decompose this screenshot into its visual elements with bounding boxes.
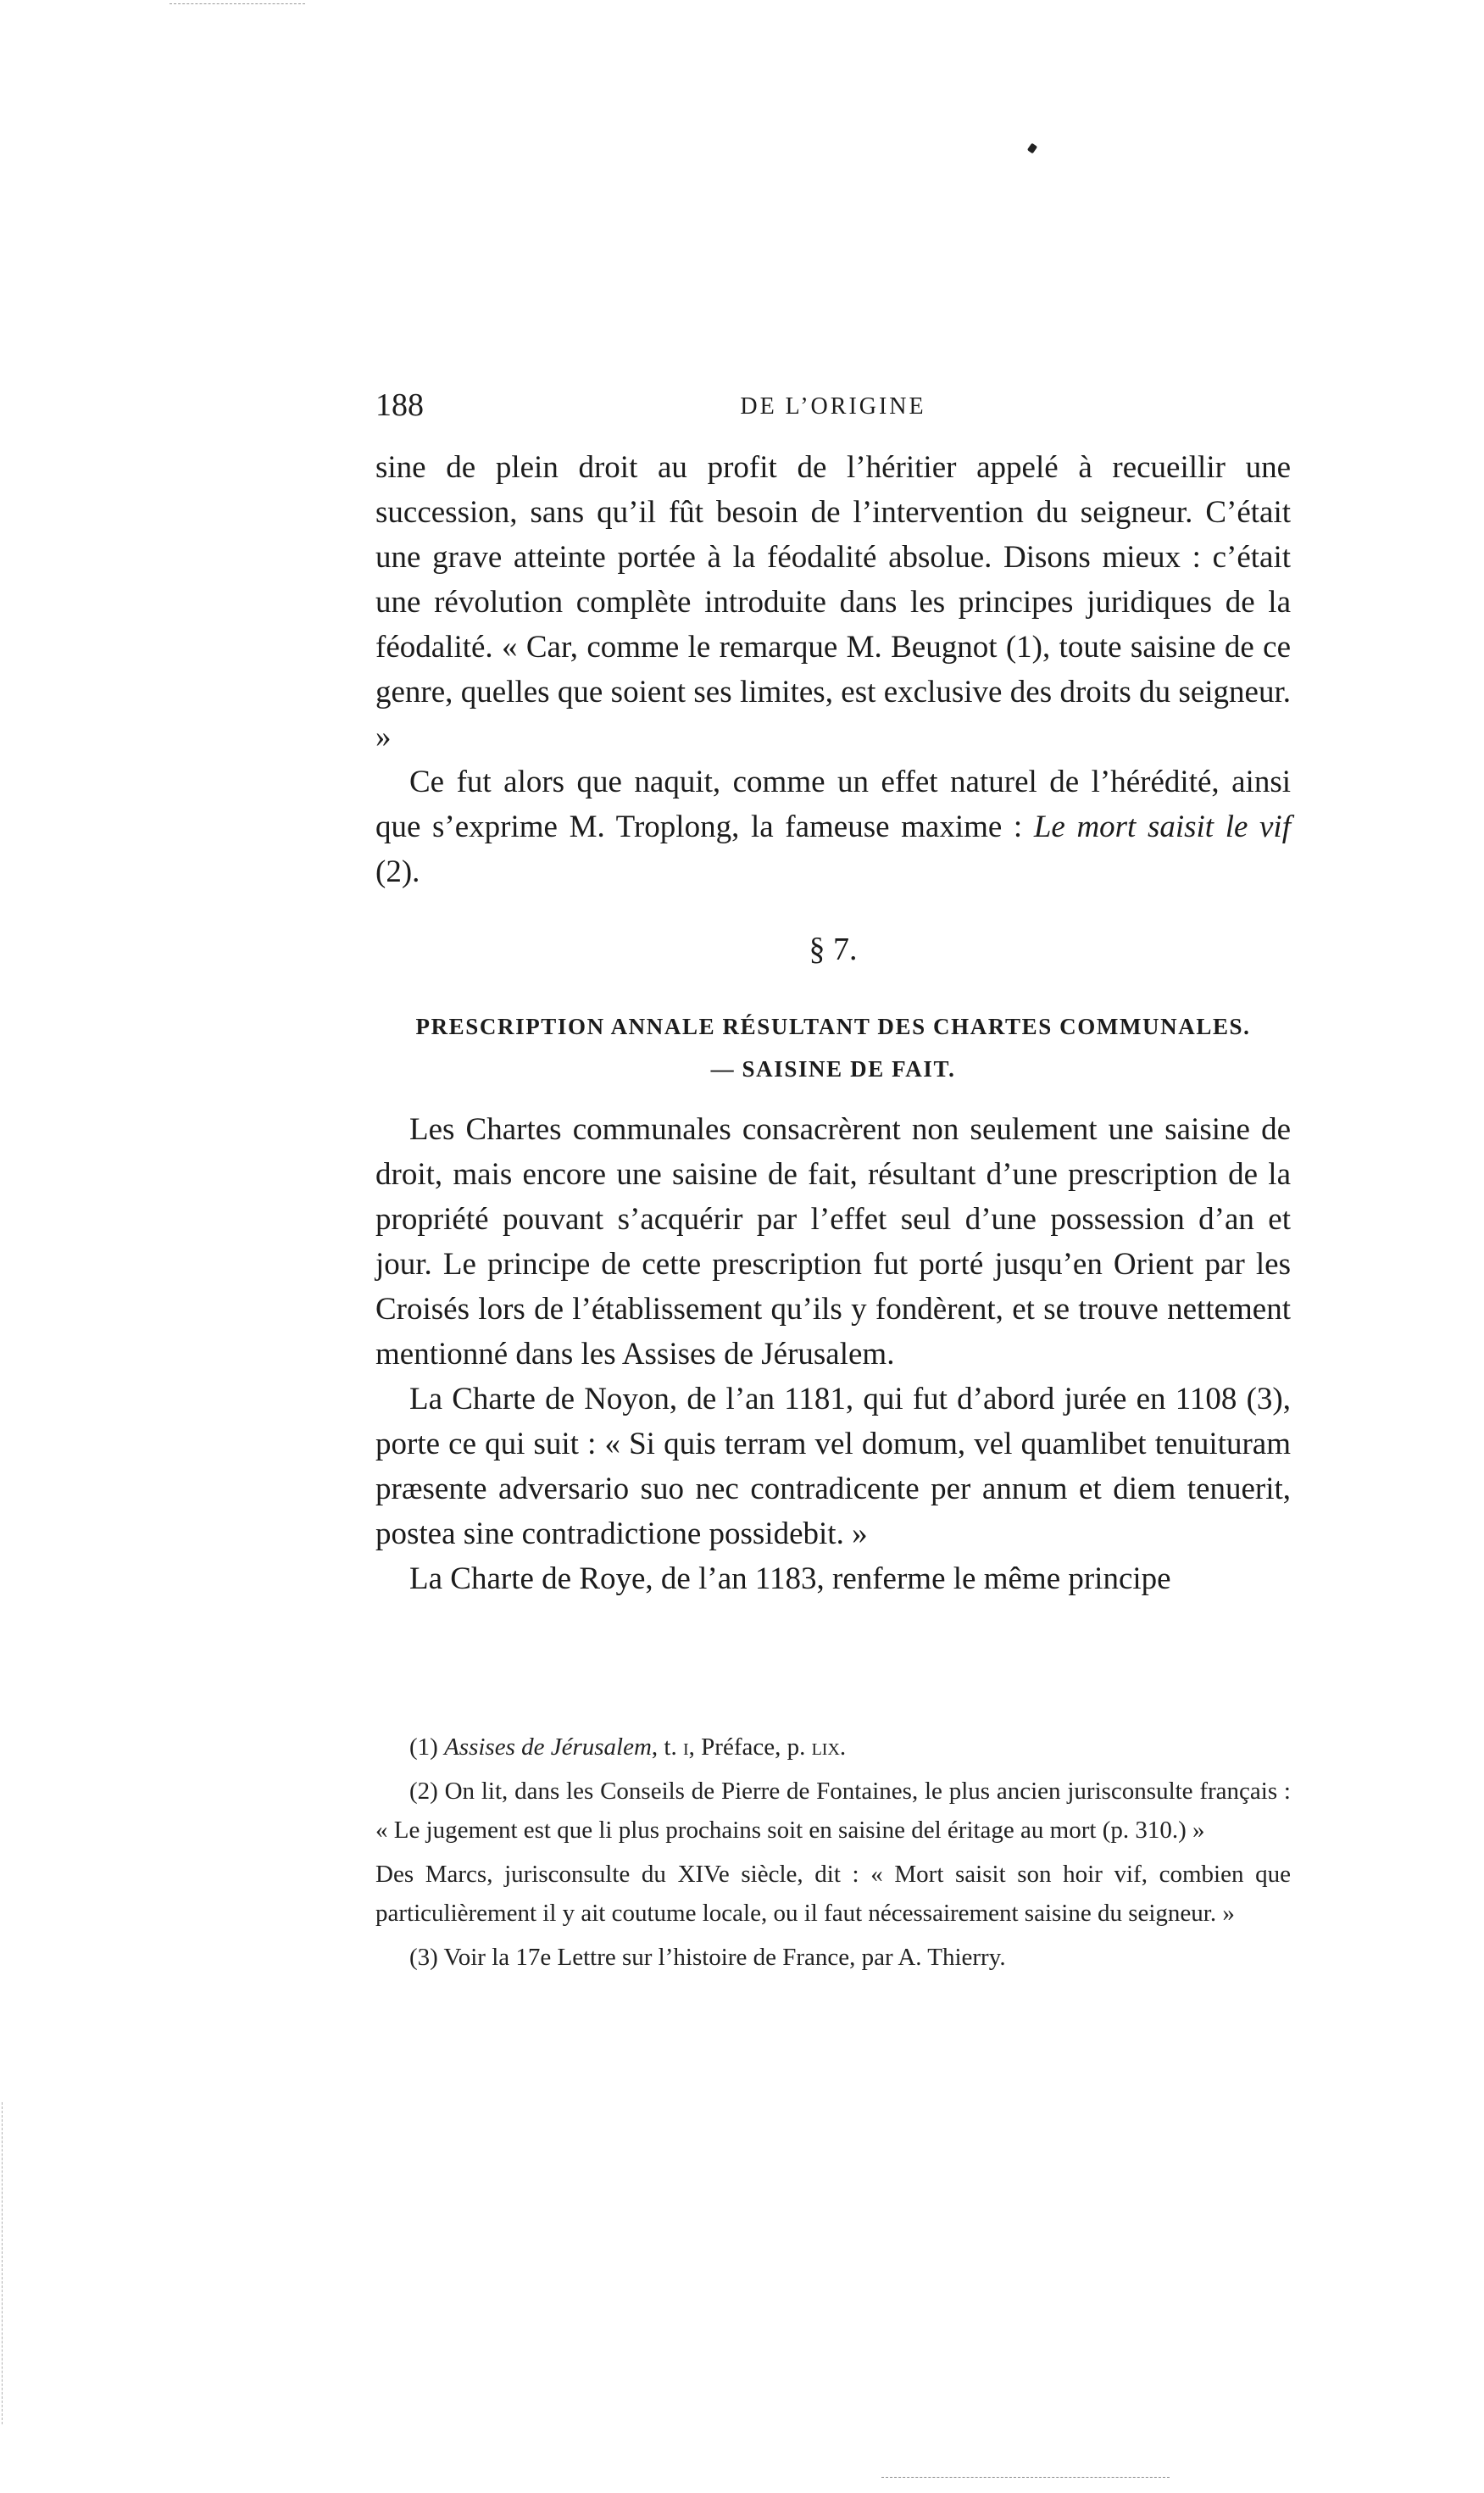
- footnote-1-title: Assises de Jérusalem: [444, 1733, 652, 1761]
- body-text-top: [375, 445, 1291, 894]
- footnotes: [375, 1728, 1291, 1977]
- footnote-1-mark: (1): [409, 1733, 445, 1761]
- paragraph-1: sine de plein droit au profit de l’héritier appelé à recueillir une succession, sans qu’il fût besoin de l’intervention du seigneur. C’était une grave atteinte portée à la féodalité absolue. Disons mieux : c’était une révolution complète introduite dans les principes juridiques de la féodalité. « Car, comme le remarque M. Beugnot (1), toute saisine de ce genre, quelles que soient ses limites, est exclusive des droits du seigneur. »: [375, 450, 1291, 754]
- footnote-1-page: lix: [811, 1733, 840, 1761]
- scan-edge-bottom: [881, 2477, 1170, 2479]
- scan-edge-top: [170, 3, 305, 5]
- footnote-1-text: , t.: [651, 1733, 683, 1761]
- paragraph-2-note-ref: (2).: [375, 854, 420, 889]
- paragraph-5: La Charte de Roye, de l’an 1183, renferme le même principe: [409, 1561, 1171, 1596]
- paragraph-3: Les Chartes communales consacrèrent non seulement une saisine de droit, mais encore une saisine de fait, résultant d’une prescription de la propriété pouvant s’acquérir par l’effet seul d’une possession d’an et jour. Le principe de cette prescription fut porté jusqu’en Orient par les Croisés lors de l’établissement qu’ils y fondèrent, et se trouve nettement mentionné dans les Assises de Jérusalem.: [375, 1112, 1291, 1372]
- paragraph-2: [375, 760, 1291, 894]
- body-text-section: [375, 1107, 1291, 1601]
- paragraph-4: La Charte de Noyon, de l’an 1181, qui fut d’abord jurée en 1108 (3), porte ce qui suit : « Si quis terram vel domum, vel quamlibet tenuituram præsente adversario suo nec contradicente per annum et diem tenuerit, postea sine contradictione possidebit. »: [375, 1382, 1291, 1551]
- section-title: [375, 1005, 1291, 1090]
- page-number: 188: [375, 387, 424, 423]
- section-number: § 7.: [809, 932, 858, 967]
- footnote-2-continued: Des Marcs, jurisconsulte du XIVe siècle, dit : « Mort saisit son hoir vif, combien que particulièrement il y ait coutume locale, ou il faut nécessairement saisine du seigneur. »: [375, 1861, 1291, 1927]
- section-title-line-2: — SAISINE DE FAIT.: [710, 1056, 956, 1082]
- paragraph-2-text: Ce fut alors que naquit, comme un effet naturel de l’hérédité, ainsi que s’exprime M. Troplong, la fameuse maxime :: [375, 765, 1291, 844]
- running-title: DE L’ORIGINE: [740, 393, 926, 420]
- footnote-1-preface: , Préface, p.: [688, 1733, 812, 1761]
- section-title-line-1: PRESCRIPTION ANNALE RÉSULTANT DES CHARTES COMMUNALES.: [415, 1014, 1251, 1039]
- maxim: Le mort saisit le vif: [1033, 810, 1291, 844]
- footnote-1: [375, 1728, 1291, 1767]
- running-head: [375, 387, 1291, 427]
- scan-edge-left: [2, 2102, 3, 2424]
- ink-speck: [1027, 143, 1037, 154]
- footnote-1-end: .: [839, 1733, 847, 1761]
- footnote-2: (2) On lit, dans les Conseils de Pierre de Fontaines, le plus ancien jurisconsulte français : « Le jugement est que li plus prochains soit en saisine del éritage au mort (p. 310.) »: [375, 1778, 1291, 1844]
- footnote-1-volume: i: [682, 1733, 689, 1761]
- footnote-3: (3) Voir la 17e Lettre sur l’histoire de France, par A. Thierry.: [409, 1944, 1006, 1971]
